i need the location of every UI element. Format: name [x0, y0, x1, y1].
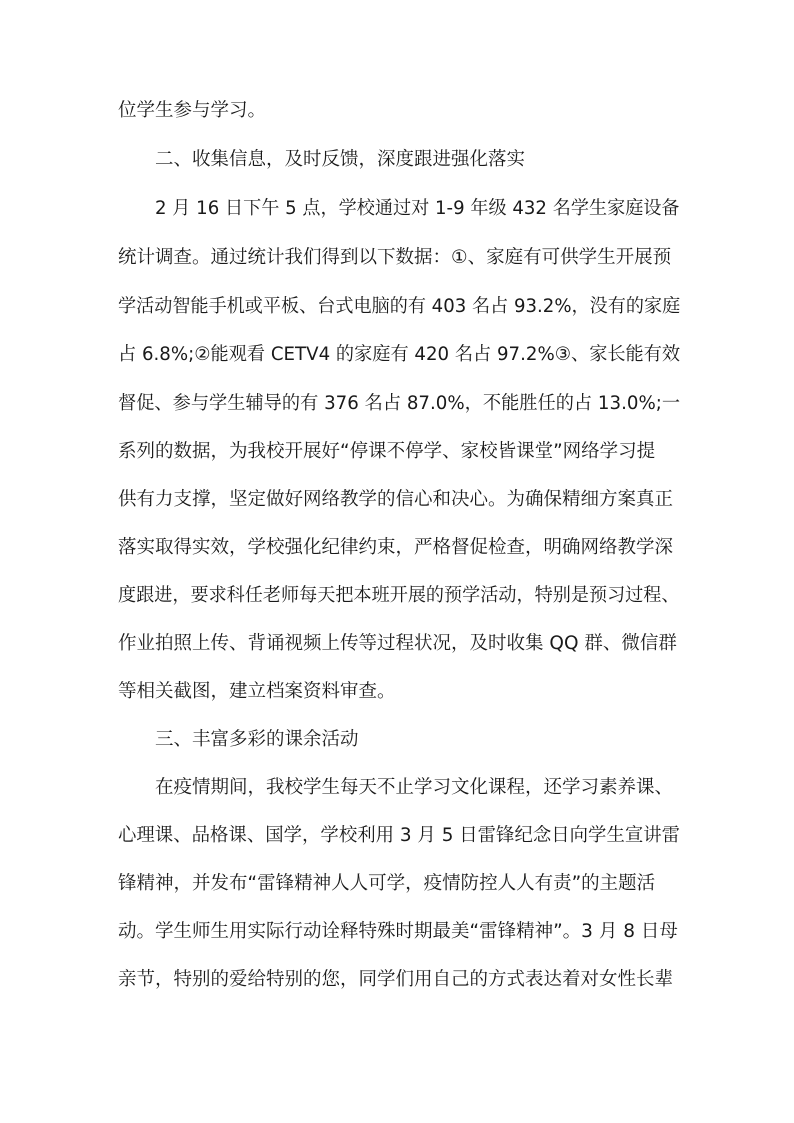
text-line: 亲节，特别的爱给特别的您，同学们用自己的方式表达着对女性长辈 — [118, 969, 674, 990]
text-line: 落实取得实效，学校强化纪律约束，严格督促检查，明确网络教学深 — [118, 537, 674, 558]
text-line: 在疫情期间，我校学生每天不止学习文化课程，还学习素养课、 — [155, 777, 674, 798]
text-line: 占 6.8%;②能观看 CETV4 的家庭有 420 名占 97.2%③、家长能有效 — [118, 344, 681, 365]
text-line: 等相关截图，建立档案资料审查。 — [118, 681, 396, 702]
text-line: 动。学生师生用实际行动诠释特殊时期最美“雷锋精神”。3 月 8 日母 — [118, 921, 678, 942]
text-line: 供有力支撑，坚定做好网络教学的信心和决心。为确保精细方案真正 — [118, 489, 674, 510]
text-line: 位学生参与学习。 — [118, 100, 267, 121]
text-line: 度跟进，要求科任老师每天把本班开展的预学活动，特别是预习过程、 — [118, 585, 680, 606]
text-line: 2 月 16 日下午 5 点，学校通过对 1-9 年级 432 名学生家庭设备 — [155, 198, 680, 219]
section-heading: 二、收集信息，及时反馈，深度跟进强化落实 — [155, 149, 526, 170]
text-line: 系列的数据，为我校开展好“停课不停学、家校皆课堂”网络学习提 — [118, 441, 656, 462]
text-line: 锋精神，并发布“雷锋精神人人可学，疫情防控人人有责”的主题活 — [118, 873, 656, 894]
text-line: 督促、参与学生辅导的有 376 名占 87.0%，不能胜任的占 13.0%;一 — [118, 393, 681, 414]
text-line: 学活动智能手机或平板、台式电脑的有 403 名占 93.2%，没有的家庭 — [118, 296, 681, 317]
text-line: 心理课、品格课、国学，学校利用 3 月 5 日雷锋纪念日向学生宣讲雷 — [118, 825, 681, 846]
section-heading: 三、丰富多彩的课余活动 — [155, 729, 359, 750]
text-line: 作业拍照上传、背诵视频上传等过程状况，及时收集 QQ 群、微信群 — [118, 633, 677, 654]
text-line: 统计调查。通过统计我们得到以下数据：①、家庭有可供学生开展预 — [118, 247, 672, 268]
